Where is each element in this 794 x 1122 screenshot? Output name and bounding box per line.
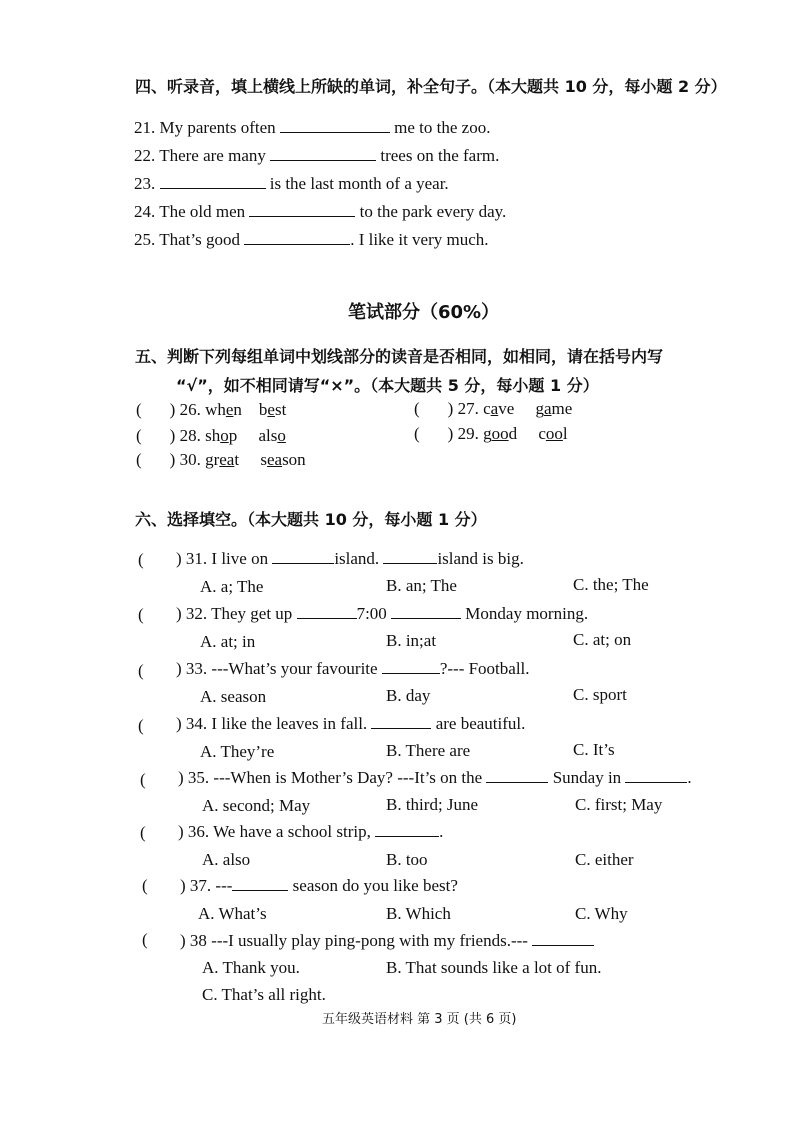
- blank-31b[interactable]: [383, 549, 437, 564]
- question-22: 22. There are many trees on the farm.: [134, 146, 500, 165]
- question-36: ) 36. We have a school strip, .: [178, 822, 444, 841]
- blank-32b[interactable]: [391, 604, 461, 619]
- answer-blank-25[interactable]: [244, 230, 350, 245]
- option-34-c[interactable]: C. It’s: [573, 740, 615, 759]
- option-31-c[interactable]: C. the; The: [573, 575, 649, 594]
- answer-blank-24[interactable]: [249, 202, 355, 217]
- written-part-title: 笔试部分（60%）: [348, 302, 500, 323]
- blank-33[interactable]: [382, 659, 440, 674]
- question-38: ) 38 ---I usually play ping-pong with my friends.---: [180, 931, 594, 951]
- answer-paren-27[interactable]: [420, 400, 448, 414]
- answer-paren-30[interactable]: [142, 451, 170, 465]
- question-30: ( ) 30. great season: [136, 450, 306, 469]
- answer-paren-35[interactable]: (: [140, 770, 146, 789]
- option-32-c[interactable]: C. at; on: [573, 630, 632, 649]
- option-34-b[interactable]: B. There are: [386, 741, 471, 760]
- option-35-a[interactable]: A. second; May: [202, 796, 311, 815]
- question-23: 23. is the last month of a year.: [134, 174, 449, 193]
- blank-36[interactable]: [375, 822, 439, 837]
- answer-paren-28[interactable]: [142, 427, 170, 441]
- answer-paren-33[interactable]: (: [138, 661, 144, 680]
- answer-paren-36[interactable]: (: [140, 823, 146, 842]
- answer-paren-34[interactable]: (: [138, 716, 144, 735]
- question-37: ) 37. --- season do you like best?: [180, 876, 458, 895]
- question-32: ) 32. They get up 7:00 Monday morning.: [176, 604, 589, 623]
- option-33-b[interactable]: B. day: [386, 686, 431, 705]
- option-38-b[interactable]: B. That sounds like a lot of fun.: [386, 958, 602, 977]
- word-30-1: great: [205, 450, 240, 469]
- option-36-c[interactable]: C. either: [575, 850, 634, 869]
- question-28: ( ) 28. shop also: [136, 426, 286, 445]
- answer-blank-22[interactable]: [270, 146, 376, 161]
- word-29-2: cool: [538, 424, 568, 443]
- option-31-b[interactable]: B. an; The: [386, 576, 457, 595]
- answer-paren-37[interactable]: (: [142, 876, 148, 895]
- question-29: ( ) 29. good cool: [414, 424, 568, 443]
- answer-blank-21[interactable]: [280, 118, 390, 133]
- option-37-a[interactable]: A. What’s: [198, 904, 267, 923]
- option-35-b[interactable]: B. third; June: [386, 795, 479, 814]
- question-21: 21. My parents often me to the zoo.: [134, 118, 491, 137]
- word-28-1: shop: [205, 426, 238, 445]
- question-31: ) 31. I live on island. island is big.: [176, 549, 524, 568]
- answer-paren-29[interactable]: [420, 425, 448, 439]
- word-30-2: season: [260, 450, 306, 469]
- option-38-a[interactable]: A. Thank you.: [202, 958, 300, 977]
- option-32-b[interactable]: B. in;at: [386, 631, 437, 650]
- option-32-a[interactable]: A. at; in: [200, 632, 256, 651]
- section6-title: 六、选择填空。（本大题共 10 分，每小题 1 分）: [135, 510, 487, 529]
- blank-38[interactable]: [532, 931, 594, 946]
- section4-title: 四、听录音，填上横线上所缺的单词，补全句子。（本大题共 10 分，每小题 2 分）: [135, 77, 727, 96]
- option-37-c[interactable]: C. Why: [575, 904, 628, 923]
- word-28-2: also: [258, 426, 286, 445]
- option-36-b[interactable]: B. too: [386, 850, 428, 869]
- page-footer: 五年级英语材料 第 3 页 (共 6 页): [322, 1012, 517, 1027]
- section5-title-line1: 五、判断下列每组单词中划线部分的读音是否相同，如相同，请在括号内写: [135, 347, 664, 366]
- question-33: ) 33. ---What’s your favourite ?--- Football.: [176, 659, 530, 678]
- blank-37[interactable]: [232, 876, 288, 891]
- answer-paren-31[interactable]: (: [138, 550, 144, 569]
- option-38-c[interactable]: C. That’s all right.: [202, 985, 326, 1004]
- option-35-c[interactable]: C. first; May: [575, 795, 663, 814]
- word-27-2: game: [535, 399, 573, 418]
- question-25: 25. That’s good . I like it very much.: [134, 230, 489, 249]
- option-31-a[interactable]: A. a; The: [200, 577, 264, 596]
- blank-35a[interactable]: [486, 768, 548, 783]
- option-37-b[interactable]: B. Which: [386, 904, 451, 923]
- word-26-2: best: [258, 400, 287, 419]
- question-35: ) 35. ---When is Mother’s Day? ---It’s on the Sunday in .: [178, 768, 692, 787]
- answer-paren-32[interactable]: (: [138, 605, 144, 624]
- question-24: 24. The old men to the park every day.: [134, 202, 507, 221]
- answer-paren-38[interactable]: (: [142, 930, 148, 949]
- question-27: ( ) 27. cave game: [414, 399, 573, 418]
- question-34: ) 34. I like the leaves in fall. are beautiful.: [176, 714, 526, 733]
- question-26: ( ) 26. when best: [136, 400, 287, 419]
- answer-paren-26[interactable]: [142, 401, 170, 415]
- option-36-a[interactable]: A. also: [202, 850, 251, 869]
- blank-34[interactable]: [371, 714, 431, 729]
- blank-31a[interactable]: [272, 549, 334, 564]
- option-33-c[interactable]: C. sport: [573, 685, 627, 704]
- answer-blank-23[interactable]: [160, 174, 266, 189]
- option-33-a[interactable]: A. season: [200, 687, 267, 706]
- word-27-1: cave: [483, 399, 515, 418]
- word-26-1: when: [205, 400, 242, 419]
- word-29-1: good: [483, 424, 518, 443]
- option-34-a[interactable]: A. They’re: [200, 742, 275, 761]
- section5-title-line2: “√”，如不相同请写“×”。（本大题共 5 分，每小题 1 分）: [176, 376, 599, 395]
- blank-32a[interactable]: [297, 604, 357, 619]
- blank-35b[interactable]: [625, 768, 687, 783]
